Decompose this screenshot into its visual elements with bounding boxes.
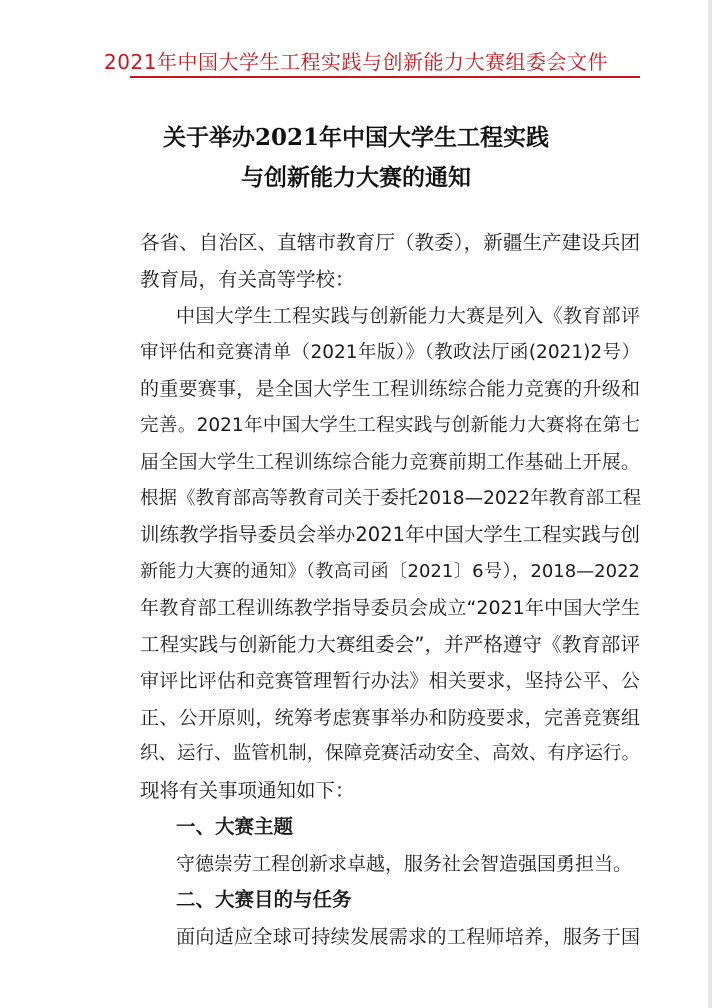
body-line: 新能力大赛的通知》（教高司函〔2021〕6号），2018—2022 <box>140 560 640 582</box>
section-2-text: 面向适应全球可持续发展需求的工程师培养，服务于国 <box>176 925 640 948</box>
document-title-line-2: 与创新能力大赛的通知 <box>241 164 471 191</box>
document-title <box>0 118 712 198</box>
body-line: 现将有关事项通知如下： <box>140 778 355 802</box>
document-body <box>140 225 640 955</box>
section-1-heading: 一、大赛主题 <box>176 815 294 838</box>
section-1-text: 守德崇劳工程创新求卓越，服务社会智造强国勇担当。 <box>176 852 633 875</box>
body-line: 训练教学指导委员会举办2021年中国大学生工程实践与创 <box>140 523 640 546</box>
body-line: 根据《教育部高等教育司关于委托2018—2022年教育部工程 <box>140 487 642 509</box>
document-title-line-1: 关于举办2021年中国大学生工程实践 <box>162 124 549 151</box>
scan-edge <box>708 0 712 1008</box>
header-title: 2021年中国大学生工程实践与创新能力大赛组委会文件 <box>104 50 608 74</box>
body-line: 届全国大学生工程训练综合能力竞赛前期工作基础上开展。 <box>140 451 640 473</box>
body-line: 织、运行、监管机制，保障竞赛活动安全、高效、有序运行。 <box>140 743 640 764</box>
body-line: 教育局，有关高等学校： <box>140 267 355 291</box>
body-line: 正、公开原则，统筹考虑赛事举办和防疫要求，完善竞赛组 <box>140 706 640 729</box>
body-line: 各省、自治区、直辖市教育厅（教委），新疆生产建设兵团 <box>140 231 640 254</box>
body-line: 审评比评估和竞赛管理暂行办法》相关要求，坚持公平、公 <box>140 670 640 692</box>
body-line: 审评估和竞赛清单（2021年版）》（教政法厅函(2021)2号） <box>140 341 640 363</box>
body-line: 工程实践与创新能力大赛组委会”，并严格遵守《教育部评 <box>140 632 640 656</box>
header-red-rule <box>130 76 640 78</box>
body-line: 的重要赛事，是全国大学生工程训练综合能力竞赛的升级和 <box>140 378 640 400</box>
body-line: 完善。2021年中国大学生工程实践与创新能力大赛将在第七 <box>140 414 640 436</box>
body-line: 年教育部工程训练教学指导委员会成立“2021年中国大学生 <box>140 597 640 619</box>
body-line: 中国大学生工程实践与创新能力大赛是列入《教育部评 <box>176 305 640 327</box>
section-2-heading: 二、大赛目的与任务 <box>176 888 352 911</box>
